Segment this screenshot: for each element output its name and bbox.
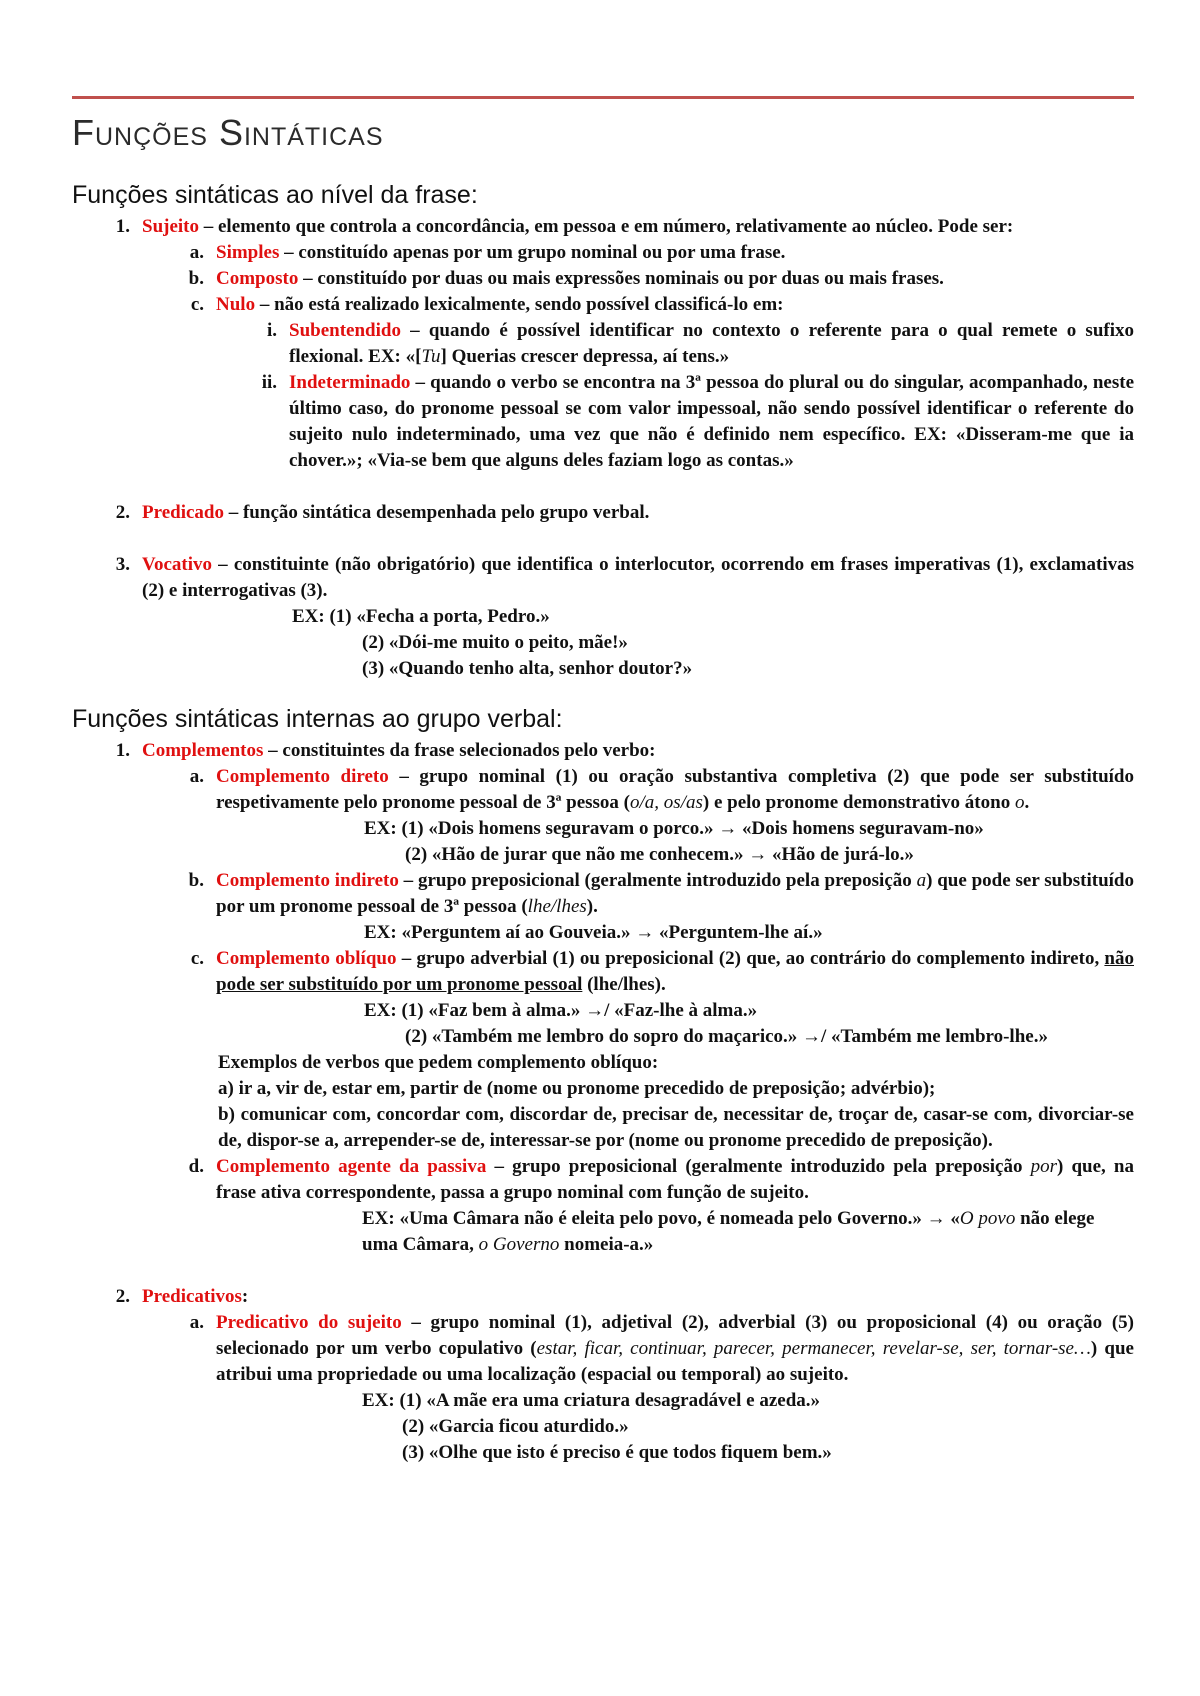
list-roman: ii. bbox=[261, 372, 277, 393]
term-predicado: Predicado bbox=[142, 502, 224, 523]
list-roman: i. bbox=[266, 320, 277, 341]
list-item-simples bbox=[72, 240, 1134, 266]
example-line: (3) «Quando tenho alta, senhor doutor?» bbox=[362, 658, 693, 679]
list-letter: a. bbox=[189, 766, 204, 787]
definition-text: ) que pode ser substituído por um pronome pessoal de 3ª pessoa ( bbox=[216, 870, 1134, 917]
list-letter: a. bbox=[189, 242, 204, 263]
definition-text: : bbox=[241, 1286, 249, 1307]
italic-text: por bbox=[1030, 1156, 1058, 1177]
example-line: (2) «Hão de jurar que não me conhecem.» → «Hão de jurá-lo.» bbox=[405, 844, 914, 865]
term-indeterminado: Indeterminado bbox=[289, 372, 411, 393]
example-line bbox=[72, 1206, 1134, 1258]
example-line: (3) «Olhe que isto é preciso é que todos fiquem bem.» bbox=[402, 1442, 832, 1463]
definition-text: – constituído por duas ou mais expressões nominais ou por duas ou mais frases. bbox=[298, 268, 944, 289]
example-line: EX: (1) «Fecha a porta, Pedro.» bbox=[292, 606, 550, 627]
list-letter: c. bbox=[190, 294, 204, 315]
list-item-predicativo-sujeito bbox=[72, 1310, 1134, 1388]
definition-text: – função sintática desempenhada pelo grupo verbal. bbox=[223, 502, 650, 523]
definition-text: – grupo preposicional (geralmente introduzido pela preposição bbox=[398, 870, 917, 891]
italic-text: a bbox=[916, 870, 927, 891]
example-line: EX: (1) «Dois homens seguravam o porco.» → «Dois homens seguravam-no» bbox=[364, 818, 984, 839]
term-sujeito: Sujeito bbox=[142, 216, 199, 237]
term-subentendido: Subentendido bbox=[289, 320, 401, 341]
note-line: b) comunicar com, concordar com, discordar de, precisar de, necessitar de, troçar de, casar-se com, divorciar-se de, dispor-se a, arrepender-se de, interessar-se por (nome ou pronome precedido de preposição). bbox=[218, 1104, 1134, 1151]
definition-text: – grupo adverbial (1) ou preposicional (2) que, ao contrário do complemento indireto, bbox=[396, 948, 1105, 969]
example-line: (2) «Também me lembro do sopro do maçarico.» →/ «Também me lembro-lhe.» bbox=[405, 1026, 1048, 1047]
example-line: EX: «Perguntem aí ao Gouveia.» → «Perguntem-lhe aí.» bbox=[364, 922, 823, 943]
list-item-complementos bbox=[72, 738, 1134, 764]
list-item-composto bbox=[72, 266, 1134, 292]
italic-text: estar, ficar, continuar, parecer, permanecer, revelar-se, ser, tornar-se… bbox=[536, 1338, 1091, 1359]
list-item-predicado bbox=[72, 500, 1134, 526]
term-composto: Composto bbox=[216, 268, 299, 289]
term-predicativo-sujeito: Predicativo do sujeito bbox=[216, 1312, 402, 1333]
definition-text: – constituinte (não obrigatório) que identifica o interlocutor, ocorrendo em frases imperativas (1), exclamativas (2) e interrogativas (3). bbox=[142, 554, 1134, 601]
italic-text: o bbox=[1014, 792, 1025, 813]
title-rule bbox=[72, 96, 1134, 99]
example-text: nomeia-a.» bbox=[559, 1234, 654, 1255]
section-heading-frase: Funções sintáticas ao nível da frase: bbox=[72, 181, 478, 209]
term-complementos: Complementos bbox=[142, 740, 264, 761]
example-line: EX: (1) «A mãe era uma criatura desagradável e azeda.» bbox=[362, 1390, 821, 1411]
term-complemento-obliquo: Complemento oblíquo bbox=[216, 948, 397, 969]
list-item-sujeito bbox=[72, 214, 1134, 240]
definition-text: – grupo preposicional (geralmente introduzido pela preposição bbox=[486, 1156, 1031, 1177]
list-item-nulo bbox=[72, 292, 1134, 318]
term-simples: Simples bbox=[216, 242, 280, 263]
definition-text: ) que, na frase ativa correspondente, passa a grupo nominal com função de sujeito. bbox=[216, 1156, 1135, 1203]
list-letter: b. bbox=[188, 870, 204, 891]
definition-text: – grupo nominal (1), adjetival (2), adverbial (3) ou proposicional (4) ou oração (5) selecionado por um verbo copulativo ( bbox=[216, 1312, 1134, 1359]
definition-text: ). bbox=[586, 896, 598, 917]
list-item-agente-passiva bbox=[72, 1154, 1134, 1206]
term-complemento-direto: Complemento direto bbox=[216, 766, 389, 787]
italic-text: o Governo bbox=[478, 1234, 560, 1255]
list-number: 2. bbox=[115, 1286, 130, 1307]
underlined-text: não pode ser substituído por um pronome pessoal bbox=[216, 948, 1134, 995]
section-heading-grupo-verbal: Funções sintáticas internas ao grupo verbal: bbox=[72, 705, 563, 733]
list-letter: d. bbox=[188, 1156, 204, 1177]
italic-text: O povo bbox=[959, 1208, 1016, 1229]
term-predicativos: Predicativos bbox=[142, 1286, 242, 1307]
definition-text: ) que atribui uma propriedade ou uma localização (espacial ou temporal) ao sujeito. bbox=[216, 1338, 1134, 1385]
term-complemento-indireto: Complemento indireto bbox=[216, 870, 399, 891]
definition-text: – grupo nominal (1) ou oração substantiva completiva (2) que pode ser substituído respetivamente pelo pronome pessoal de 3ª pessoa ( bbox=[216, 766, 1134, 813]
example-text: EX: «Uma Câmara não é eleita pelo povo, é nomeada pelo Governo.» → « bbox=[362, 1208, 960, 1229]
list-item-subentendido bbox=[72, 318, 1134, 370]
page-title: Funções Sintáticas bbox=[72, 112, 384, 153]
list-item-complemento-indireto bbox=[72, 868, 1134, 920]
definition-text: – quando é possível identificar no contexto o referente para o qual remete o sufixo flexional. EX: «[ bbox=[289, 320, 1134, 367]
list-letter: a. bbox=[189, 1312, 204, 1333]
italic-text: Tu bbox=[421, 346, 441, 367]
document-body bbox=[72, 180, 1134, 1466]
list-item-complemento-obliquo bbox=[72, 946, 1134, 998]
list-item-predicativos bbox=[72, 1284, 1134, 1310]
list-item-complemento-direto bbox=[72, 764, 1134, 816]
list-number: 2. bbox=[115, 502, 130, 523]
definition-text: ) e pelo pronome demonstrativo átono bbox=[702, 792, 1015, 813]
definition-text: – elemento que controla a concordância, em pessoa e em número, relativamente ao núcleo. Pode ser: bbox=[199, 216, 1014, 237]
italic-text: lhe/lhes bbox=[527, 896, 587, 917]
list-number: 1. bbox=[115, 216, 130, 237]
list-number: 3. bbox=[115, 554, 130, 575]
definition-text: (lhe/lhes). bbox=[582, 974, 666, 995]
example-line: (2) «Dói-me muito o peito, mãe!» bbox=[362, 632, 628, 653]
list-item-indeterminado bbox=[72, 370, 1134, 474]
list-item-vocativo bbox=[72, 552, 1134, 604]
note-line: Exemplos de verbos que pedem complemento oblíquo: bbox=[218, 1052, 659, 1073]
example-line: EX: (1) «Faz bem à alma.» →/ «Faz-lhe à alma.» bbox=[364, 1000, 758, 1021]
list-letter: c. bbox=[190, 948, 204, 969]
example-line: (2) «Garcia ficou aturdido.» bbox=[402, 1416, 629, 1437]
note-line: a) ir a, vir de, estar em, partir de (nome ou pronome precedido de preposição; advérbio); bbox=[218, 1078, 936, 1099]
definition-text: – quando o verbo se encontra na 3ª pessoa do plural ou do singular, acompanhado, neste último caso, do pronome pessoal se com valor impessoal, não sendo possível identificar o referente do sujeito nulo indeterminado, uma vez que não é definido nem específico. EX: «Disseram-me que ia chover.»; «Via-se bem que alguns deles faziam logo as contas.» bbox=[289, 372, 1134, 471]
definition-text: – constituintes da frase selecionados pelo verbo: bbox=[263, 740, 656, 761]
definition-text: – constituído apenas por um grupo nominal ou por uma frase. bbox=[279, 242, 786, 263]
italic-text: o/a, os/as bbox=[630, 792, 703, 813]
list-letter: b. bbox=[188, 268, 204, 289]
term-agente-passiva: Complemento agente da passiva bbox=[216, 1156, 487, 1177]
term-nulo: Nulo bbox=[216, 294, 256, 315]
list-number: 1. bbox=[115, 740, 130, 761]
example-text: não elege uma Câmara, bbox=[362, 1208, 1095, 1255]
definition-text: ] Querias crescer depressa, aí tens.» bbox=[440, 346, 730, 367]
definition-text: . bbox=[1024, 792, 1030, 813]
definition-text: – não está realizado lexicalmente, sendo possível classificá-lo em: bbox=[255, 294, 784, 315]
term-vocativo: Vocativo bbox=[142, 554, 213, 575]
